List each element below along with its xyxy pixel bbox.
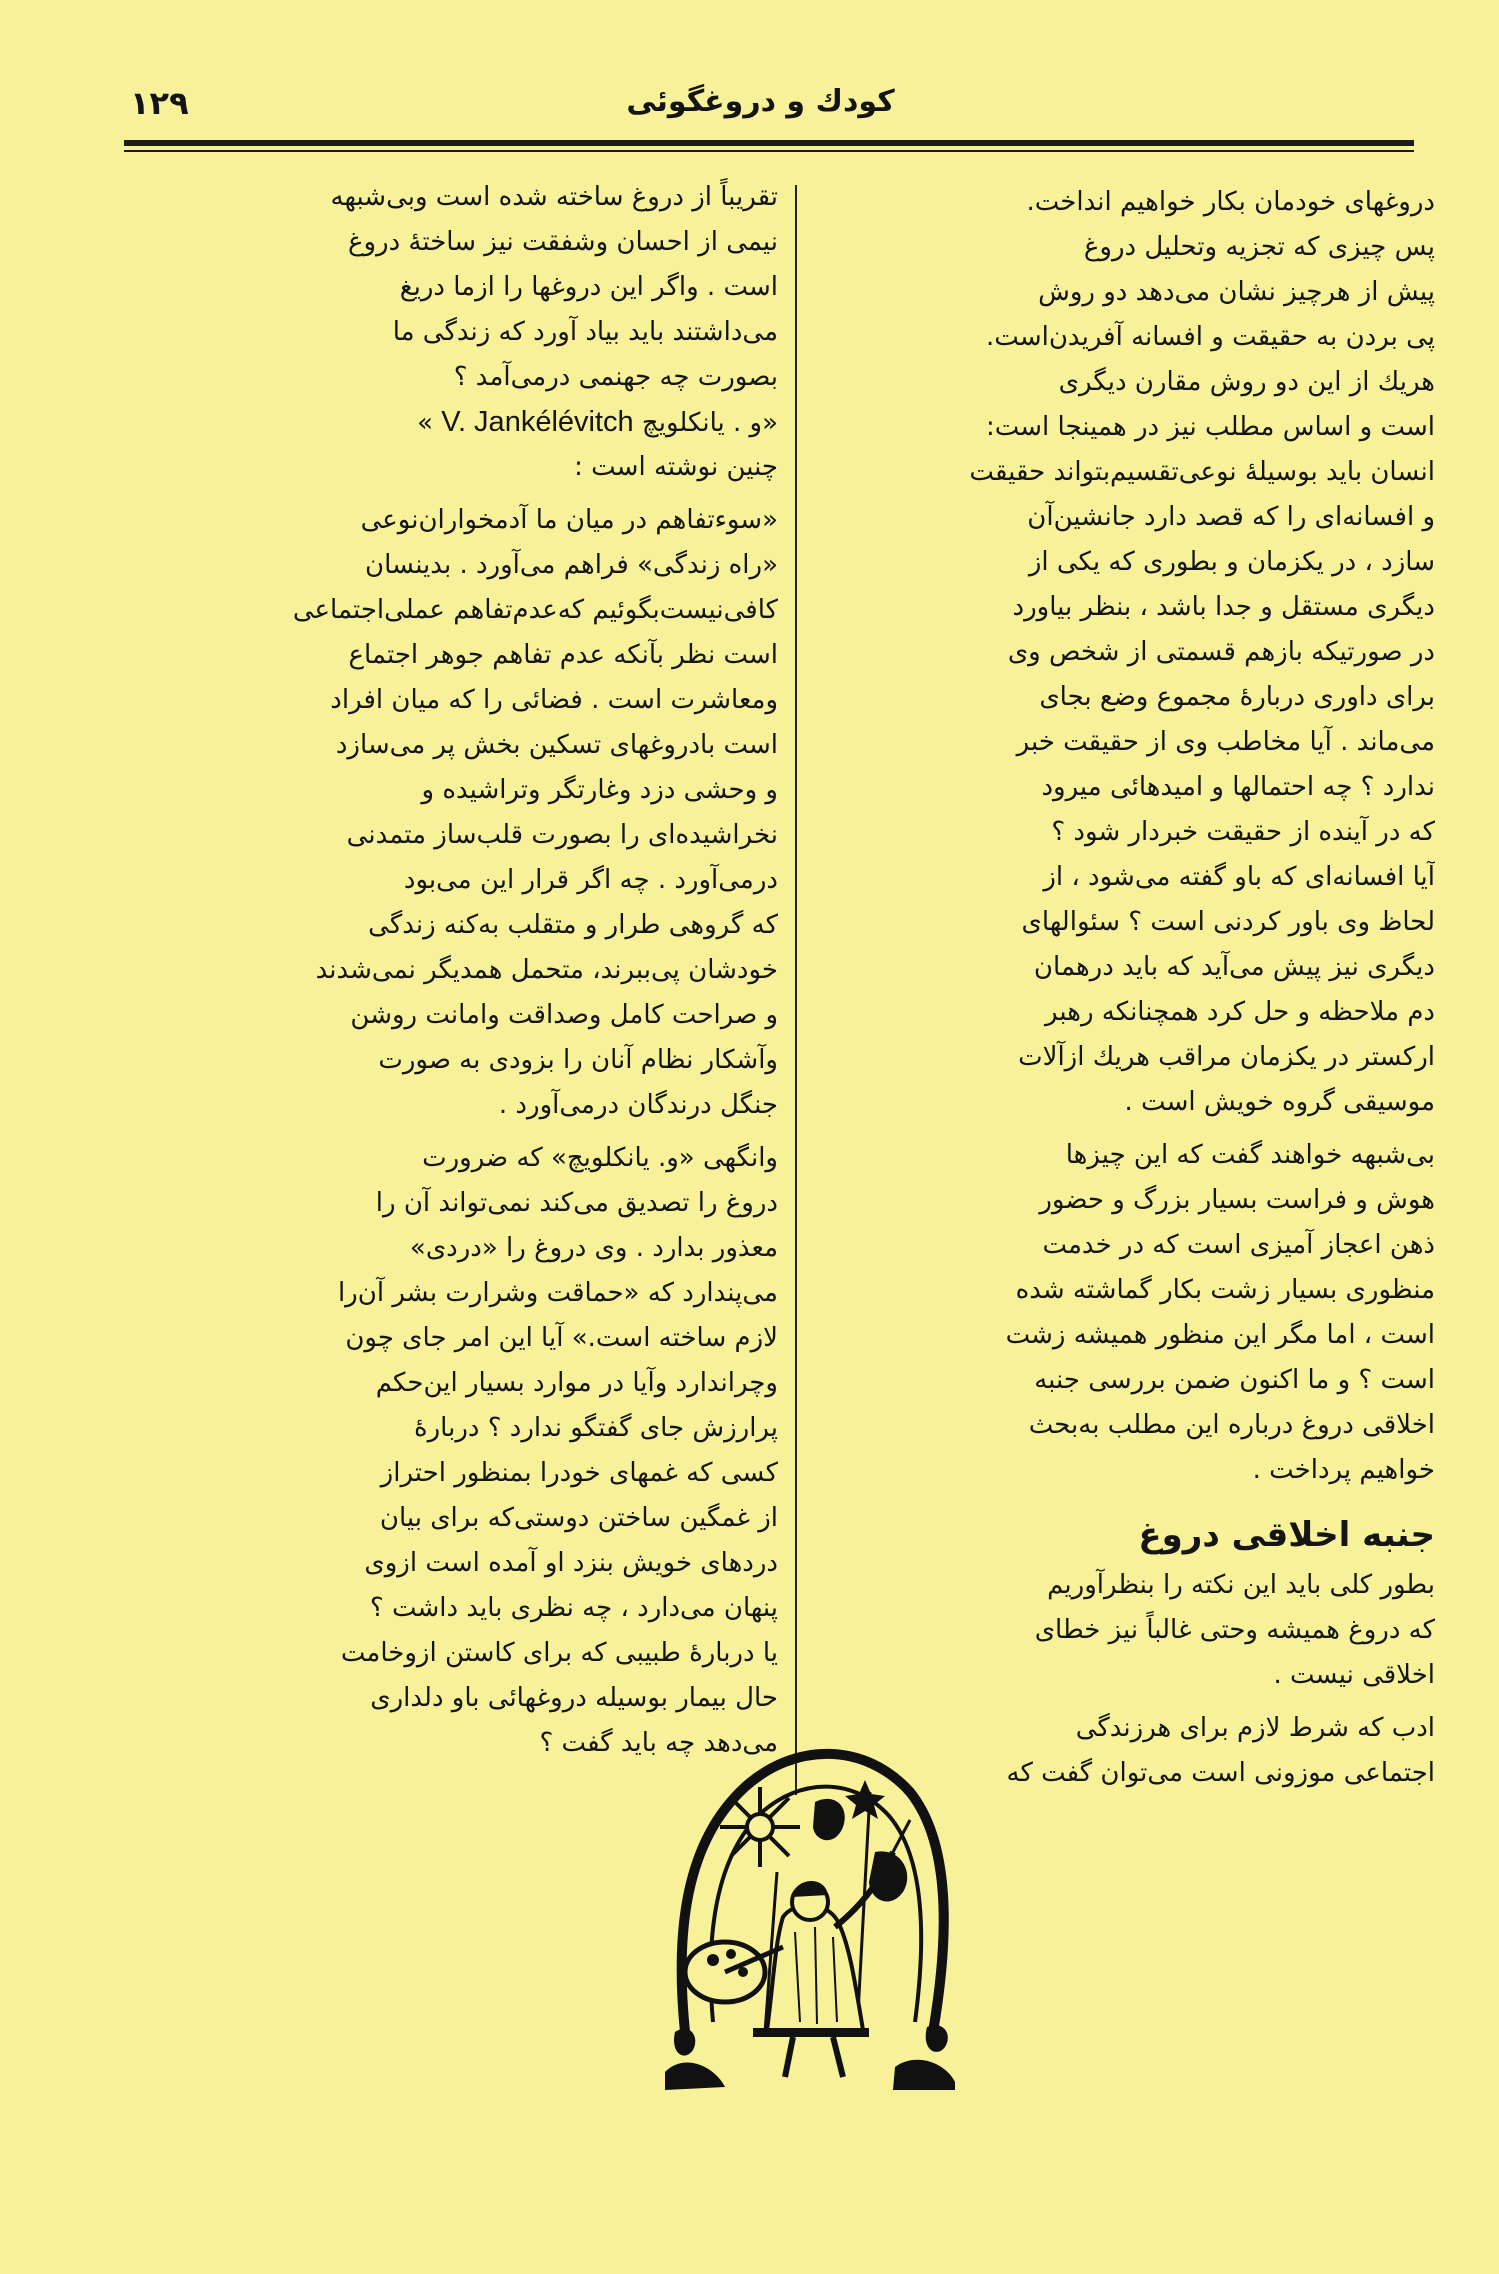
text-line: و افسانه‌ای را که قصد دارد جانشین‌آن xyxy=(1027,502,1435,532)
text-line: دروغهای خودمان بکار خواهیم انداخت. xyxy=(1026,187,1435,217)
text-line: پس چیزی که تجزیه وتحلیل دروغ xyxy=(1083,232,1435,262)
text-line: آیا افسانه‌ای که باو گفته می‌شود ، از xyxy=(1043,862,1435,892)
text-line: هریك از این دو روش مقارن دیگری xyxy=(1058,367,1435,397)
text-line: تقریباً از دروغ ساخته شده است وبی‌شبهه xyxy=(330,182,778,212)
text-line: درمی‌آورد . چه اگر قرار این می‌بود xyxy=(403,865,778,895)
text-line: ندارد ؟ چه احتمالها و امیدهائی میرود xyxy=(1041,772,1435,802)
text-line: دردهای خویش بنزد او آمده است ازوی xyxy=(364,1548,778,1578)
text-line: پرارزش جای گفتگو ندارد ؟ دربارهٔ xyxy=(414,1413,778,1443)
text-line: می‌دهد چه باید گفت ؟ xyxy=(539,1728,778,1758)
text-line: که دروغ همیشه وحتی غالباً نیز خطای xyxy=(1034,1615,1435,1645)
header-rule-thick xyxy=(124,140,1414,146)
right-column xyxy=(825,180,1435,1796)
text-line: اجتماعی موزونی است می‌توان گفت که xyxy=(1006,1758,1435,1788)
text-line: برای داوری دربارهٔ مجموع وضع بجای xyxy=(1039,682,1435,712)
painter-on-swing-illustration xyxy=(665,1732,955,2090)
text-line: بی‌شبهه خواهند گفت که این چیزها xyxy=(1065,1140,1435,1170)
text-line: «سوءتفاهم در میان ما آدمخواران‌نوعی xyxy=(360,505,778,535)
text-line: ومعاشرت است . فضائی را که میان افراد xyxy=(330,685,778,715)
text-line: کسی که غمهای خودرا بمنظور احتراز xyxy=(380,1458,778,1488)
header-rule-thin xyxy=(124,150,1414,152)
text-line: لحاظ وی باور کردنی است ؟ سئوالهای xyxy=(1021,907,1435,937)
text-line: از غمگین ساختن دوستی‌که برای بیان xyxy=(379,1503,778,1533)
text-line: «راه زندگی» فراهم می‌آورد . بدینسان xyxy=(365,550,778,580)
text-line: است و اساس مطلب نیز در همینجا است: xyxy=(985,412,1435,442)
text-line: لازم ساخته است.» آیا این امر جای چون xyxy=(345,1323,778,1353)
text-line: اخلاقی دروغ درباره این مطلب به‌بحث xyxy=(1028,1410,1435,1440)
text-line: پی بردن به حقیقت و افسانه آفریدن‌است. xyxy=(986,322,1435,352)
text-line: که گروهی طرار و متقلب به‌کنه زندگی xyxy=(368,910,778,940)
text-line: چنین نوشته است : xyxy=(574,452,778,482)
text-line: دیگری مستقل و جدا باشد ، بنظر بیاورد xyxy=(1012,592,1435,622)
text-line: دیگری نیز پیش می‌آید که باید درهمان xyxy=(1033,952,1435,982)
text-line: هوش و فراست بسیار بزرگ و حضور xyxy=(1039,1185,1435,1215)
text-line: ادب که شرط لازم برای هرزندگی xyxy=(1075,1713,1435,1743)
attribution-latin: V. Jankélévitch xyxy=(441,406,634,438)
text-line: دم ملاحظه و حل کرد همچنانکه رهبر xyxy=(1045,997,1435,1027)
text-line: است ، اما مگر این منظور همیشه زشت xyxy=(1005,1320,1435,1350)
text-line: جنگل درندگان درمی‌آورد . xyxy=(498,1090,778,1120)
text-line: نیمی از احسان وشفقت نیز ساختهٔ دروغ xyxy=(347,227,778,257)
running-header xyxy=(108,84,1413,140)
text-line: موسیقی گروه خویش است . xyxy=(1124,1087,1435,1117)
text-line: ارکستر در یکزمان مراقب هریك ازآلات xyxy=(1018,1042,1435,1072)
text-line: پیش از هرچیز نشان می‌دهد دو روش xyxy=(1038,277,1435,307)
text-line: وانگهی «و. یانکلویچ» که ضرورت xyxy=(422,1143,778,1173)
text-line: حال بیمار بوسیله دروغهائی باو دلداری xyxy=(370,1683,778,1713)
text-line: معذور بدارد . وی دروغ را «دردی» xyxy=(409,1233,778,1263)
text-line: کافی‌نیست‌بگوئیم که‌عدم‌تفاهم عملی‌اجتماعی xyxy=(292,595,778,625)
text-line: نخراشیده‌ای را بصورت قلب‌ساز متمدنی xyxy=(346,820,778,850)
text-line: در صورتیکه بازهم قسمتی از شخص وی xyxy=(1007,637,1435,667)
text-line: است نظر بآنکه عدم تفاهم جوهر اجتماع xyxy=(348,640,778,670)
page-number: ۱۲۹ xyxy=(130,84,189,122)
text-line: انسان باید بوسیلهٔ نوعی‌تقسیم‌بتواند حقیقت xyxy=(969,457,1435,487)
section-heading: جنبه اخلاقی دروغ xyxy=(1138,1515,1435,1555)
paragraph-gap xyxy=(825,1125,1435,1133)
paragraph-gap xyxy=(825,1698,1435,1706)
text-line: می‌داشتند باید بیاد آورد که زندگی ما xyxy=(392,317,778,347)
paragraph-gap xyxy=(128,1128,778,1136)
text-line: است بادروغهای تسکین بخش پر می‌سازد xyxy=(335,730,778,760)
text-line: اخلاقی نیست . xyxy=(1273,1660,1435,1690)
text-line: بطور کلی باید این نکته را بنظرآوریم xyxy=(1047,1570,1435,1600)
text-line: می‌پندارد که «حماقت وشرارت بشر آن‌را xyxy=(337,1278,778,1308)
text-line: که در آینده از حقیقت خبردار شود ؟ xyxy=(1051,817,1435,847)
paragraph-gap xyxy=(128,490,778,498)
text-line: ذهن اعجاز آمیزی است که در خدمت xyxy=(1042,1230,1435,1260)
text-line: است . واگر این دروغها را ازما دریغ xyxy=(399,272,778,302)
text-line: و صراحت کامل وصداقت وامانت روشن xyxy=(350,1000,778,1030)
text-line: پنهان می‌دارد ، چه نظری باید داشت ؟ xyxy=(369,1593,778,1623)
text-line: خودشان پی‌ببرند، متحمل همدیگر نمی‌شدند xyxy=(315,955,778,985)
text-line: منظوری بسیار زشت بکار گماشته شده xyxy=(1015,1275,1435,1305)
text-line: خواهیم پرداخت . xyxy=(1252,1455,1435,1485)
text-line: یا دربارهٔ طبیبی که برای کاستن ازوخامت xyxy=(340,1638,778,1668)
left-column xyxy=(128,175,778,1766)
attribution-close-quote: » xyxy=(417,408,433,438)
text-line: دروغ را تصدیق می‌کند نمی‌تواند آن را xyxy=(375,1188,778,1218)
column-divider xyxy=(795,185,797,1795)
attribution-persian: «و . یانکلویچ xyxy=(641,408,778,438)
text-line: بصورت چه جهنمی درمی‌آمد ؟ xyxy=(453,362,778,392)
text-line: وآشکار نظام آنان را بزودی به صورت xyxy=(378,1045,778,1075)
page-title: کودك و دروغگوئی xyxy=(626,84,895,119)
text-line: می‌ماند . آیا مخاطب وی از حقیقت خبر xyxy=(1016,727,1435,757)
text-line: است ؟ و ما اکنون ضمن بررسی جنبه xyxy=(1034,1365,1435,1395)
text-line: سازد ، در یکزمان و بطوری که یکی از xyxy=(1028,547,1435,577)
text-line: وچراندارد وآیا در موارد بسیار این‌حکم xyxy=(375,1368,778,1398)
quote-attribution-line xyxy=(128,400,778,445)
text-line: و وحشی دزد وغارتگر وتراشیده و xyxy=(421,775,778,805)
